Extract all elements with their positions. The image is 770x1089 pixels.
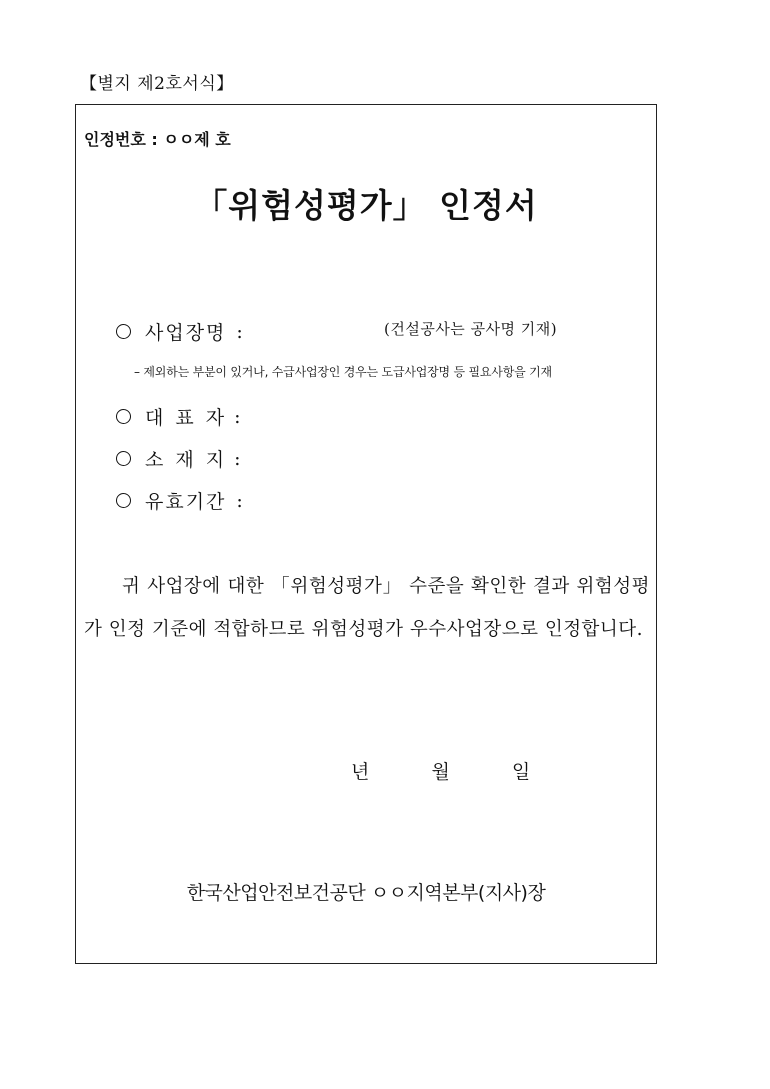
workplace-colon: : (236, 320, 243, 343)
certification-statement: 귀 사업장에 대한 「위험성평가」 수준을 확인한 결과 위험성평가 인정 기준에 적합하므로 위험성평가 우수사업장으로 인정합니다. (84, 576, 650, 640)
certificate-frame (75, 104, 657, 964)
representative-colon: : (234, 405, 241, 428)
date-month-label: 월 (431, 761, 450, 783)
form-number-label: 【별지 제2호서식】 (80, 74, 234, 94)
validity-label: 유효기간 (145, 491, 227, 513)
issue-date (351, 757, 530, 784)
address-colon: : (234, 447, 241, 470)
workplace-hint: (건설공사는 공사명 기재) (384, 320, 558, 338)
circle-bullet-icon (116, 409, 131, 424)
workplace-field (116, 318, 243, 345)
date-year-label: 년 (351, 761, 370, 783)
representative-label: 대표자 (145, 407, 237, 429)
address-label: 소재지 (145, 449, 237, 471)
date-day-label: 일 (511, 761, 531, 783)
circle-bullet-icon (116, 493, 131, 508)
validity-colon: : (236, 489, 243, 512)
workplace-note: – 제외하는 부분이 있거나, 수급사업장인 경우는 도급사업장명 등 필요사항을 기재 (134, 365, 552, 379)
address-field (116, 445, 240, 472)
issuer-signature-line: 한국산업안전보건공단 ㅇㅇ지역본부(지사)장 (186, 882, 546, 904)
representative-field (116, 403, 240, 430)
certificate-title: 「위험성평가」 인정서 (194, 186, 538, 225)
certification-number: 인정번호 : ㅇㅇ제 호 (84, 130, 231, 149)
circle-bullet-icon (116, 451, 131, 466)
workplace-label: 사업장명 (145, 322, 227, 344)
circle-bullet-icon (116, 324, 131, 339)
validity-field (116, 487, 243, 514)
